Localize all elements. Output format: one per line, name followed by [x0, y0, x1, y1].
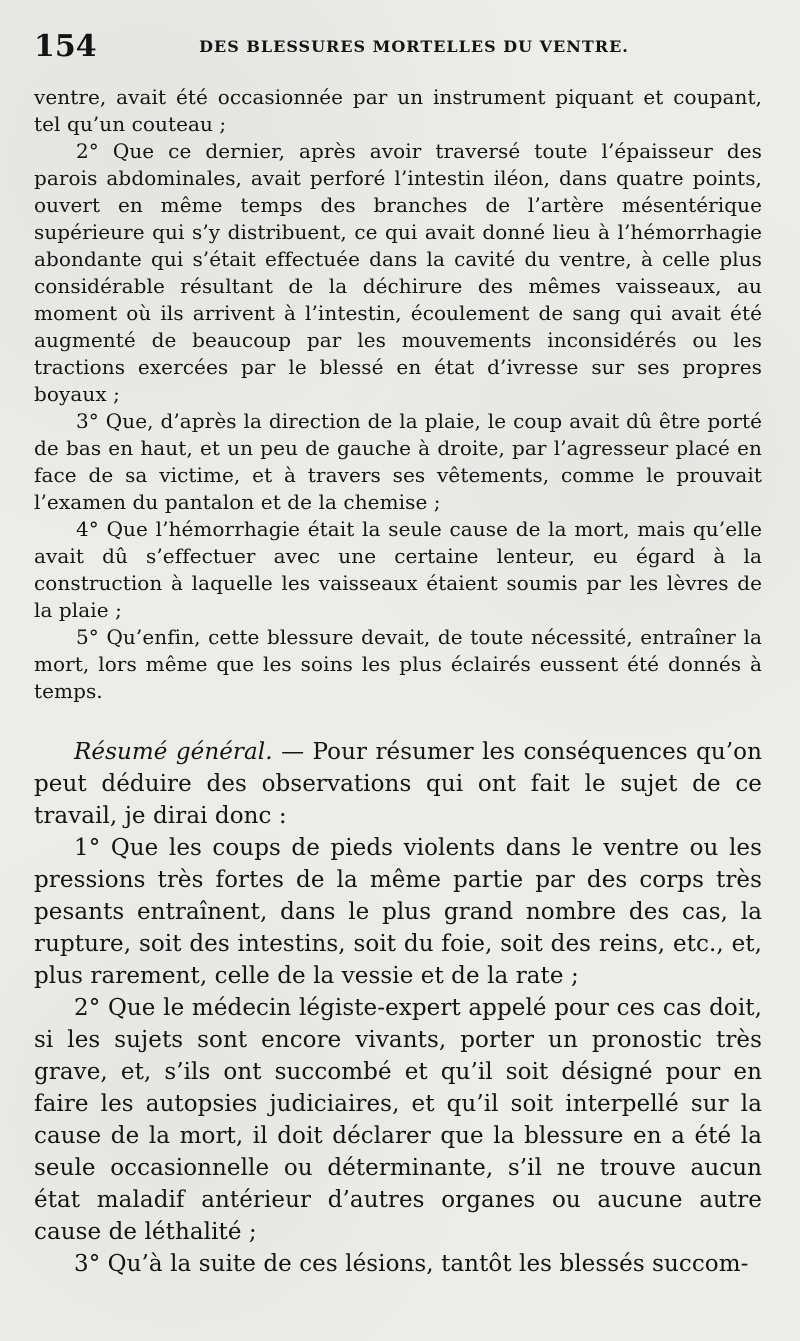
running-title: DES BLESSURES MORTELLES DU VENTRE.	[199, 37, 629, 56]
conclusion-2: 2° Que le médecin légiste-expert appelé pour ces cas doit, si les sujets sont encore vivants, porter un pronostic très grave, et, s’ils ont succombé et qu’il soit désigné pour en faire les autopsies judiciaires, et qu’il soit interpellé sur la cause de la mort, il doit déclarer que la blessure en a été la seule occasionnelle ou déterminante, s’il ne trouve aucun état maladif antérieur d’autres organes ou aucune autre cause de léthalité ;	[34, 995, 762, 1245]
paragraph-2: 2° Que ce dernier, après avoir traversé toute l’épaisseur des parois abdominales, avait perforé l’intestin iléon, dans quatre points, ouvert en même temps des branches de l’artère mésentérique supérieure qui s’y distribuent, ce qui avait donné lieu à l’hémorrhagie abondante qui s’était effectuée dans la cavité du ventre, à celle plus considérable résultant de la déchirure des mêmes vaisseaux, au moment où ils arrivent à l’intestin, écoulement de sang qui avait été augmenté de beaucoup par les mouvements inconsidérés ou les tractions exercées par le blessé en état d’ivresse sur ses propres boyaux ;	[34, 139, 762, 406]
page-number: 154	[34, 29, 97, 64]
general-summary	[34, 736, 762, 1280]
paragraph-4: 4° Que l’hémorrhagie était la seule cause de la mort, mais qu’elle avait dû s’effectuer avec une certaine lenteur, eu égard à la construction à laquelle les vaisseaux étaient soumis par les lèvres de la plaie ;	[34, 517, 762, 622]
conclusion-3: 3° Qu’à la suite de ces lésions, tantôt les blessés succom-	[74, 1251, 749, 1277]
conclusion-1: 1° Que les coups de pieds violents dans le ventre ou les pressions très fortes de la même partie par des corps très pesants entraînent, dans le plus grand nombre des cas, la rupture, soit des intestins, soit du foie, soit des reins, etc., et, plus rarement, celle de la vessie et de la rate ;	[34, 835, 762, 989]
page-header	[34, 30, 762, 66]
paragraph-5: 5° Qu’enfin, cette blessure devait, de toute nécessité, entraîner la mort, lors même que les soins les plus éclairés eussent été donnés à temps.	[34, 625, 762, 703]
summary-paragraph	[34, 736, 762, 832]
case-conclusions	[34, 84, 762, 705]
paragraph-1: ventre, avait été occasionnée par un instrument piquant et coupant, tel qu’un couteau ;	[34, 85, 762, 136]
summary-intro-text: — Pour résumer les conséquences qu’on peut déduire des observations qui ont fait le sujet de ce travail, je dirai donc :	[34, 739, 762, 829]
paragraph-3: 3° Que, d’après la direction de la plaie, le coup avait dû être porté de bas en haut, et un peu de gauche à droite, par l’agresseur placé en face de sa victime, et à travers ses vêtements, comme le prouvait l’examen du pantalon et de la chemise ;	[34, 409, 762, 514]
summary-label: Résumé général.	[74, 739, 273, 765]
